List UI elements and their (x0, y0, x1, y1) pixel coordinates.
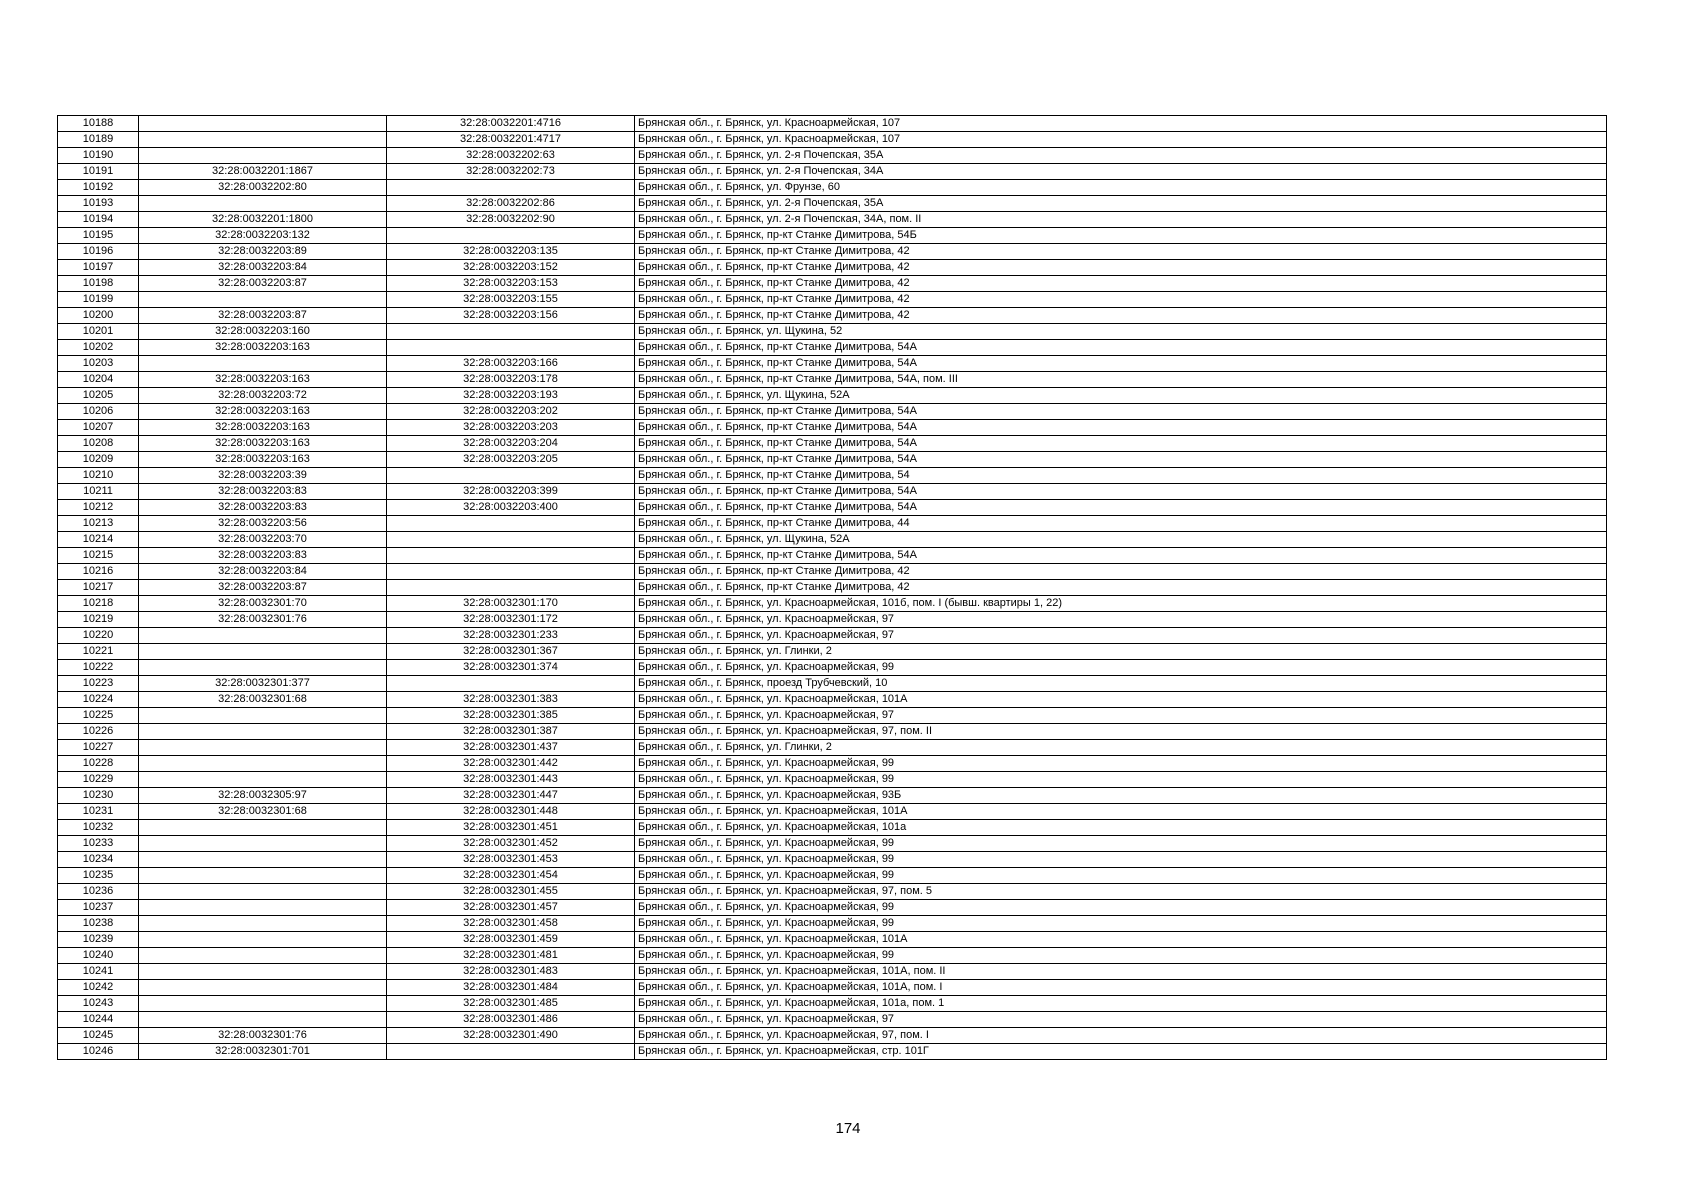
address-cell: Брянская обл., г. Брянск, ул. Щукина, 52А (635, 388, 1607, 404)
table-row (58, 916, 1607, 932)
parent-cadastral-cell (139, 356, 387, 372)
table-row (58, 868, 1607, 884)
table-row (58, 820, 1607, 836)
object-cadastral-cell: 32:28:0032301:448 (387, 804, 635, 820)
parent-cadastral-cell: 32:28:0032203:72 (139, 388, 387, 404)
table-row (58, 980, 1607, 996)
parent-cadastral-cell: 32:28:0032203:83 (139, 548, 387, 564)
row-number-cell: 10205 (58, 388, 139, 404)
object-cadastral-cell: 32:28:0032203:166 (387, 356, 635, 372)
parent-cadastral-cell (139, 628, 387, 644)
table-row (58, 852, 1607, 868)
parent-cadastral-cell (139, 916, 387, 932)
object-cadastral-cell: 32:28:0032203:135 (387, 244, 635, 260)
address-cell: Брянская обл., г. Брянск, ул. 2-я Почепская, 35А (635, 148, 1607, 164)
address-cell: Брянская обл., г. Брянск, пр-кт Станке Димитрова, 54А (635, 404, 1607, 420)
parent-cadastral-cell: 32:28:0032203:163 (139, 436, 387, 452)
row-number-cell: 10245 (58, 1028, 139, 1044)
table-row (58, 308, 1607, 324)
table-row (58, 132, 1607, 148)
object-cadastral-cell: 32:28:0032301:443 (387, 772, 635, 788)
object-cadastral-cell: 32:28:0032301:485 (387, 996, 635, 1012)
parent-cadastral-cell (139, 132, 387, 148)
table-row (58, 180, 1607, 196)
parent-cadastral-cell (139, 884, 387, 900)
object-cadastral-cell: 32:28:0032202:63 (387, 148, 635, 164)
parent-cadastral-cell (139, 996, 387, 1012)
address-cell: Брянская обл., г. Брянск, пр-кт Станке Димитрова, 42 (635, 276, 1607, 292)
address-cell: Брянская обл., г. Брянск, ул. Красноармейская, 99 (635, 900, 1607, 916)
parent-cadastral-cell (139, 836, 387, 852)
parent-cadastral-cell: 32:28:0032301:701 (139, 1044, 387, 1060)
address-cell: Брянская обл., г. Брянск, пр-кт Станке Димитрова, 42 (635, 564, 1607, 580)
row-number-cell: 10198 (58, 276, 139, 292)
address-cell: Брянская обл., г. Брянск, ул. Красноармейская, 99 (635, 660, 1607, 676)
table-row (58, 116, 1607, 132)
address-cell: Брянская обл., г. Брянск, ул. Красноармейская, 97 (635, 628, 1607, 644)
address-cell: Брянская обл., г. Брянск, ул. Красноармейская, 99 (635, 836, 1607, 852)
parent-cadastral-cell: 32:28:0032203:84 (139, 564, 387, 580)
address-cell: Брянская обл., г. Брянск, ул. Красноармейская, 107 (635, 116, 1607, 132)
parent-cadastral-cell: 32:28:0032203:84 (139, 260, 387, 276)
table-row (58, 1044, 1607, 1060)
table-row (58, 788, 1607, 804)
parent-cadastral-cell: 32:28:0032203:163 (139, 340, 387, 356)
table-row (58, 948, 1607, 964)
table-row (58, 724, 1607, 740)
address-cell: Брянская обл., г. Брянск, пр-кт Станке Димитрова, 54А (635, 420, 1607, 436)
address-cell: Брянская обл., г. Брянск, ул. Красноармейская, 97, пом. I (635, 1028, 1607, 1044)
row-number-cell: 10235 (58, 868, 139, 884)
parent-cadastral-cell: 32:28:0032203:132 (139, 228, 387, 244)
address-cell: Брянская обл., г. Брянск, пр-кт Станке Димитрова, 54А (635, 484, 1607, 500)
row-number-cell: 10246 (58, 1044, 139, 1060)
address-cell: Брянская обл., г. Брянск, ул. Красноармейская, 101А, пом. I (635, 980, 1607, 996)
table-row (58, 564, 1607, 580)
object-cadastral-cell: 32:28:0032301:457 (387, 900, 635, 916)
address-cell: Брянская обл., г. Брянск, ул. Красноармейская, 97, пом. II (635, 724, 1607, 740)
parent-cadastral-cell: 32:28:0032203:89 (139, 244, 387, 260)
parent-cadastral-cell (139, 980, 387, 996)
object-cadastral-cell: 32:28:0032301:170 (387, 596, 635, 612)
row-number-cell: 10216 (58, 564, 139, 580)
object-cadastral-cell (387, 1044, 635, 1060)
row-number-cell: 10232 (58, 820, 139, 836)
row-number-cell: 10211 (58, 484, 139, 500)
address-cell: Брянская обл., г. Брянск, ул. Глинки, 2 (635, 644, 1607, 660)
address-cell: Брянская обл., г. Брянск, ул. Красноармейская, 97 (635, 708, 1607, 724)
object-cadastral-cell: 32:28:0032301:383 (387, 692, 635, 708)
table-row (58, 276, 1607, 292)
address-cell: Брянская обл., г. Брянск, ул. Красноармейская, 99 (635, 916, 1607, 932)
table-row (58, 260, 1607, 276)
parent-cadastral-cell (139, 852, 387, 868)
object-cadastral-cell: 32:28:0032203:399 (387, 484, 635, 500)
parent-cadastral-cell: 32:28:0032301:70 (139, 596, 387, 612)
row-number-cell: 10236 (58, 884, 139, 900)
row-number-cell: 10201 (58, 324, 139, 340)
object-cadastral-cell (387, 676, 635, 692)
object-cadastral-cell: 32:28:0032301:385 (387, 708, 635, 724)
parent-cadastral-cell: 32:28:0032301:377 (139, 676, 387, 692)
table-row (58, 228, 1607, 244)
parent-cadastral-cell (139, 116, 387, 132)
table-row (58, 484, 1607, 500)
table-row (58, 884, 1607, 900)
parent-cadastral-cell (139, 820, 387, 836)
table-row (58, 548, 1607, 564)
parent-cadastral-cell: 32:28:0032301:76 (139, 1028, 387, 1044)
address-cell: Брянская обл., г. Брянск, пр-кт Станке Димитрова, 54А (635, 436, 1607, 452)
row-number-cell: 10224 (58, 692, 139, 708)
address-cell: Брянская обл., г. Брянск, ул. Глинки, 2 (635, 740, 1607, 756)
object-cadastral-cell: 32:28:0032301:459 (387, 932, 635, 948)
object-cadastral-cell: 32:28:0032301:437 (387, 740, 635, 756)
object-cadastral-cell: 32:28:0032203:400 (387, 500, 635, 516)
row-number-cell: 10241 (58, 964, 139, 980)
parent-cadastral-cell: 32:28:0032203:160 (139, 324, 387, 340)
object-cadastral-cell (387, 532, 635, 548)
address-cell: Брянская обл., г. Брянск, ул. Красноармейская, 99 (635, 756, 1607, 772)
object-cadastral-cell: 32:28:0032202:73 (387, 164, 635, 180)
parent-cadastral-cell (139, 644, 387, 660)
object-cadastral-cell: 32:28:0032201:4716 (387, 116, 635, 132)
row-number-cell: 10244 (58, 1012, 139, 1028)
object-cadastral-cell (387, 516, 635, 532)
object-cadastral-cell: 32:28:0032202:90 (387, 212, 635, 228)
row-number-cell: 10219 (58, 612, 139, 628)
row-number-cell: 10225 (58, 708, 139, 724)
row-number-cell: 10238 (58, 916, 139, 932)
row-number-cell: 10243 (58, 996, 139, 1012)
address-cell: Брянская обл., г. Брянск, пр-кт Станке Димитрова, 54А (635, 548, 1607, 564)
address-cell: Брянская обл., г. Брянск, пр-кт Станке Димитрова, 54А (635, 340, 1607, 356)
parent-cadastral-cell (139, 948, 387, 964)
table-row (58, 420, 1607, 436)
row-number-cell: 10213 (58, 516, 139, 532)
address-cell: Брянская обл., г. Брянск, пр-кт Станке Димитрова, 54А (635, 356, 1607, 372)
parent-cadastral-cell (139, 756, 387, 772)
address-cell: Брянская обл., г. Брянск, ул. Красноармейская, 93Б (635, 788, 1607, 804)
table-row (58, 372, 1607, 388)
row-number-cell: 10242 (58, 980, 139, 996)
table-row (58, 244, 1607, 260)
table-row (58, 340, 1607, 356)
object-cadastral-cell (387, 340, 635, 356)
property-table (57, 115, 1607, 1060)
table-row (58, 500, 1607, 516)
object-cadastral-cell (387, 228, 635, 244)
address-cell: Брянская обл., г. Брянск, пр-кт Станке Димитрова, 42 (635, 580, 1607, 596)
parent-cadastral-cell: 32:28:0032203:70 (139, 532, 387, 548)
address-cell: Брянская обл., г. Брянск, ул. 2-я Почепская, 34А (635, 164, 1607, 180)
table-row (58, 292, 1607, 308)
object-cadastral-cell: 32:28:0032203:193 (387, 388, 635, 404)
parent-cadastral-cell (139, 772, 387, 788)
table-row (58, 804, 1607, 820)
table-row (58, 532, 1607, 548)
address-cell: Брянская обл., г. Брянск, ул. Красноармейская, 99 (635, 868, 1607, 884)
table-row (58, 708, 1607, 724)
address-cell: Брянская обл., г. Брянск, ул. Красноармейская, 101А, пом. II (635, 964, 1607, 980)
address-cell: Брянская обл., г. Брянск, ул. Красноармейская, 101а, пом. 1 (635, 996, 1607, 1012)
table-row (58, 452, 1607, 468)
row-number-cell: 10217 (58, 580, 139, 596)
object-cadastral-cell: 32:28:0032301:451 (387, 820, 635, 836)
address-cell: Брянская обл., г. Брянск, пр-кт Станке Димитрова, 42 (635, 292, 1607, 308)
parent-cadastral-cell: 32:28:0032301:76 (139, 612, 387, 628)
object-cadastral-cell: 32:28:0032301:455 (387, 884, 635, 900)
parent-cadastral-cell (139, 196, 387, 212)
object-cadastral-cell: 32:28:0032301:484 (387, 980, 635, 996)
address-cell: Брянская обл., г. Брянск, ул. 2-я Почепская, 34А, пом. II (635, 212, 1607, 228)
table-row (58, 996, 1607, 1012)
row-number-cell: 10206 (58, 404, 139, 420)
table-row (58, 836, 1607, 852)
table-row (58, 692, 1607, 708)
address-cell: Брянская обл., г. Брянск, ул. Красноармейская, 99 (635, 772, 1607, 788)
row-number-cell: 10229 (58, 772, 139, 788)
address-cell: Брянская обл., г. Брянск, ул. Красноармейская, 97 (635, 1012, 1607, 1028)
row-number-cell: 10189 (58, 132, 139, 148)
row-number-cell: 10237 (58, 900, 139, 916)
table-row (58, 660, 1607, 676)
address-cell: Брянская обл., г. Брянск, ул. Красноармейская, 99 (635, 852, 1607, 868)
object-cadastral-cell: 32:28:0032301:367 (387, 644, 635, 660)
parent-cadastral-cell: 32:28:0032203:163 (139, 404, 387, 420)
row-number-cell: 10221 (58, 644, 139, 660)
row-number-cell: 10239 (58, 932, 139, 948)
object-cadastral-cell (387, 180, 635, 196)
address-cell: Брянская обл., г. Брянск, ул. Красноармейская, 99 (635, 948, 1607, 964)
object-cadastral-cell (387, 324, 635, 340)
row-number-cell: 10215 (58, 548, 139, 564)
object-cadastral-cell: 32:28:0032203:202 (387, 404, 635, 420)
table-row (58, 212, 1607, 228)
row-number-cell: 10203 (58, 356, 139, 372)
row-number-cell: 10195 (58, 228, 139, 244)
address-cell: Брянская обл., г. Брянск, ул. Щукина, 52 (635, 324, 1607, 340)
row-number-cell: 10194 (58, 212, 139, 228)
parent-cadastral-cell: 32:28:0032203:83 (139, 484, 387, 500)
parent-cadastral-cell (139, 900, 387, 916)
row-number-cell: 10212 (58, 500, 139, 516)
parent-cadastral-cell: 32:28:0032202:80 (139, 180, 387, 196)
table-row (58, 756, 1607, 772)
object-cadastral-cell (387, 580, 635, 596)
address-cell: Брянская обл., г. Брянск, ул. Красноармейская, 101а (635, 820, 1607, 836)
object-cadastral-cell: 32:28:0032301:486 (387, 1012, 635, 1028)
object-cadastral-cell: 32:28:0032301:233 (387, 628, 635, 644)
row-number-cell: 10220 (58, 628, 139, 644)
address-cell: Брянская обл., г. Брянск, ул. Красноармейская, 97 (635, 612, 1607, 628)
row-number-cell: 10199 (58, 292, 139, 308)
table-row (58, 196, 1607, 212)
parent-cadastral-cell: 32:28:0032203:87 (139, 276, 387, 292)
object-cadastral-cell: 32:28:0032203:152 (387, 260, 635, 276)
table-row (58, 404, 1607, 420)
address-cell: Брянская обл., г. Брянск, ул. Красноармейская, 101А (635, 804, 1607, 820)
address-cell: Брянская обл., г. Брянск, ул. Красноармейская, стр. 101Г (635, 1044, 1607, 1060)
table-row (58, 164, 1607, 180)
row-number-cell: 10196 (58, 244, 139, 260)
parent-cadastral-cell (139, 1012, 387, 1028)
table-row (58, 596, 1607, 612)
address-cell: Брянская обл., г. Брянск, пр-кт Станке Димитрова, 54Б (635, 228, 1607, 244)
address-cell: Брянская обл., г. Брянск, ул. Красноармейская, 101А (635, 692, 1607, 708)
table-row (58, 516, 1607, 532)
parent-cadastral-cell (139, 868, 387, 884)
object-cadastral-cell (387, 564, 635, 580)
row-number-cell: 10214 (58, 532, 139, 548)
table-row (58, 772, 1607, 788)
row-number-cell: 10222 (58, 660, 139, 676)
object-cadastral-cell: 32:28:0032202:86 (387, 196, 635, 212)
parent-cadastral-cell (139, 708, 387, 724)
row-number-cell: 10204 (58, 372, 139, 388)
object-cadastral-cell: 32:28:0032301:442 (387, 756, 635, 772)
parent-cadastral-cell: 32:28:0032201:1867 (139, 164, 387, 180)
parent-cadastral-cell (139, 148, 387, 164)
parent-cadastral-cell (139, 740, 387, 756)
table-row (58, 324, 1607, 340)
address-cell: Брянская обл., г. Брянск, проезд Трубчевский, 10 (635, 676, 1607, 692)
row-number-cell: 10209 (58, 452, 139, 468)
object-cadastral-cell: 32:28:0032301:453 (387, 852, 635, 868)
parent-cadastral-cell (139, 932, 387, 948)
parent-cadastral-cell: 32:28:0032301:68 (139, 692, 387, 708)
parent-cadastral-cell: 32:28:0032203:39 (139, 468, 387, 484)
table-row (58, 900, 1607, 916)
row-number-cell: 10208 (58, 436, 139, 452)
table-row (58, 356, 1607, 372)
table-row (58, 740, 1607, 756)
address-cell: Брянская обл., г. Брянск, пр-кт Станке Димитрова, 54А, пом. III (635, 372, 1607, 388)
property-table-body (58, 116, 1607, 1060)
row-number-cell: 10227 (58, 740, 139, 756)
object-cadastral-cell: 32:28:0032301:172 (387, 612, 635, 628)
address-cell: Брянская обл., г. Брянск, ул. Фрунзе, 60 (635, 180, 1607, 196)
parent-cadastral-cell: 32:28:0032203:83 (139, 500, 387, 516)
object-cadastral-cell: 32:28:0032301:490 (387, 1028, 635, 1044)
parent-cadastral-cell: 32:28:0032203:87 (139, 308, 387, 324)
parent-cadastral-cell: 32:28:0032301:68 (139, 804, 387, 820)
address-cell: Брянская обл., г. Брянск, пр-кт Станке Димитрова, 42 (635, 260, 1607, 276)
object-cadastral-cell: 32:28:0032203:203 (387, 420, 635, 436)
address-cell: Брянская обл., г. Брянск, ул. Красноармейская, 101б, пом. I (бывш. квартиры 1, 22) (635, 596, 1607, 612)
table-row (58, 612, 1607, 628)
object-cadastral-cell (387, 468, 635, 484)
row-number-cell: 10191 (58, 164, 139, 180)
row-number-cell: 10223 (58, 676, 139, 692)
table-row (58, 932, 1607, 948)
address-cell: Брянская обл., г. Брянск, пр-кт Станке Димитрова, 54 (635, 468, 1607, 484)
object-cadastral-cell: 32:28:0032301:452 (387, 836, 635, 852)
object-cadastral-cell (387, 548, 635, 564)
parent-cadastral-cell (139, 964, 387, 980)
row-number-cell: 10193 (58, 196, 139, 212)
table-row (58, 148, 1607, 164)
row-number-cell: 10233 (58, 836, 139, 852)
object-cadastral-cell: 32:28:0032301:483 (387, 964, 635, 980)
row-number-cell: 10230 (58, 788, 139, 804)
parent-cadastral-cell: 32:28:0032201:1800 (139, 212, 387, 228)
page-number: 174 (835, 1120, 861, 1137)
row-number-cell: 10197 (58, 260, 139, 276)
address-cell: Брянская обл., г. Брянск, пр-кт Станке Димитрова, 54А (635, 500, 1607, 516)
row-number-cell: 10188 (58, 116, 139, 132)
row-number-cell: 10218 (58, 596, 139, 612)
table-row (58, 388, 1607, 404)
row-number-cell: 10190 (58, 148, 139, 164)
parent-cadastral-cell: 32:28:0032203:163 (139, 372, 387, 388)
object-cadastral-cell: 32:28:0032203:178 (387, 372, 635, 388)
parent-cadastral-cell (139, 660, 387, 676)
row-number-cell: 10207 (58, 420, 139, 436)
table-row (58, 676, 1607, 692)
row-number-cell: 10210 (58, 468, 139, 484)
object-cadastral-cell: 32:28:0032203:205 (387, 452, 635, 468)
object-cadastral-cell: 32:28:0032301:481 (387, 948, 635, 964)
table-row (58, 964, 1607, 980)
address-cell: Брянская обл., г. Брянск, пр-кт Станке Димитрова, 44 (635, 516, 1607, 532)
row-number-cell: 10234 (58, 852, 139, 868)
row-number-cell: 10192 (58, 180, 139, 196)
object-cadastral-cell: 32:28:0032201:4717 (387, 132, 635, 148)
address-cell: Брянская обл., г. Брянск, ул. Красноармейская, 97, пом. 5 (635, 884, 1607, 900)
object-cadastral-cell: 32:28:0032301:387 (387, 724, 635, 740)
address-cell: Брянская обл., г. Брянск, пр-кт Станке Димитрова, 42 (635, 308, 1607, 324)
object-cadastral-cell: 32:28:0032203:204 (387, 436, 635, 452)
object-cadastral-cell: 32:28:0032203:153 (387, 276, 635, 292)
parent-cadastral-cell (139, 724, 387, 740)
address-cell: Брянская обл., г. Брянск, пр-кт Станке Димитрова, 42 (635, 244, 1607, 260)
address-cell: Брянская обл., г. Брянск, ул. Красноармейская, 107 (635, 132, 1607, 148)
address-cell: Брянская обл., г. Брянск, ул. Щукина, 52А (635, 532, 1607, 548)
row-number-cell: 10226 (58, 724, 139, 740)
parent-cadastral-cell: 32:28:0032305:97 (139, 788, 387, 804)
object-cadastral-cell: 32:28:0032301:458 (387, 916, 635, 932)
object-cadastral-cell: 32:28:0032301:374 (387, 660, 635, 676)
object-cadastral-cell: 32:28:0032301:454 (387, 868, 635, 884)
object-cadastral-cell: 32:28:0032203:156 (387, 308, 635, 324)
table-row (58, 644, 1607, 660)
address-cell: Брянская обл., г. Брянск, ул. Красноармейская, 101А (635, 932, 1607, 948)
table-row (58, 1028, 1607, 1044)
object-cadastral-cell: 32:28:0032203:155 (387, 292, 635, 308)
row-number-cell: 10231 (58, 804, 139, 820)
table-row (58, 468, 1607, 484)
address-cell: Брянская обл., г. Брянск, пр-кт Станке Димитрова, 54А (635, 452, 1607, 468)
parent-cadastral-cell (139, 292, 387, 308)
parent-cadastral-cell: 32:28:0032203:163 (139, 420, 387, 436)
row-number-cell: 10228 (58, 756, 139, 772)
table-row (58, 580, 1607, 596)
parent-cadastral-cell: 32:28:0032203:163 (139, 452, 387, 468)
table-row (58, 1012, 1607, 1028)
table-row (58, 436, 1607, 452)
table-row (58, 628, 1607, 644)
row-number-cell: 10200 (58, 308, 139, 324)
row-number-cell: 10202 (58, 340, 139, 356)
parent-cadastral-cell: 32:28:0032203:56 (139, 516, 387, 532)
row-number-cell: 10240 (58, 948, 139, 964)
object-cadastral-cell: 32:28:0032301:447 (387, 788, 635, 804)
parent-cadastral-cell: 32:28:0032203:87 (139, 580, 387, 596)
address-cell: Брянская обл., г. Брянск, ул. 2-я Почепская, 35А (635, 196, 1607, 212)
